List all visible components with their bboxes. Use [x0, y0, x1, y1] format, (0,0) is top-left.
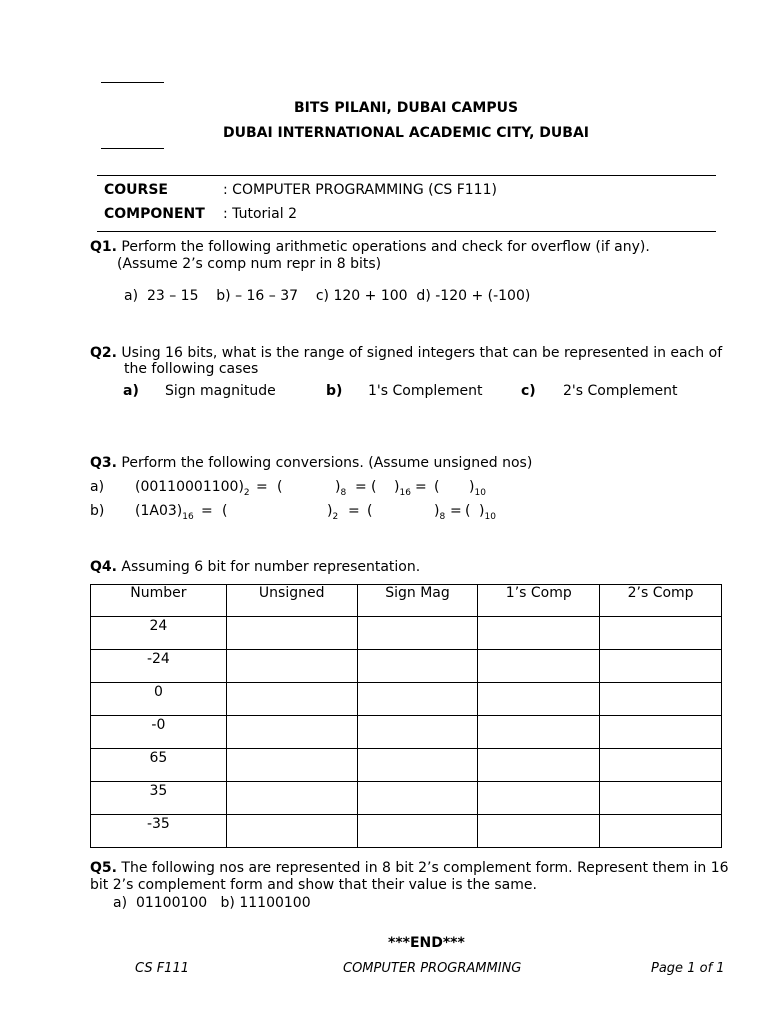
column-header-sign-mag: Sign Mag: [357, 585, 478, 617]
q5-text-continued: bit 2’s complement form and show that their value is the same.: [90, 877, 537, 893]
table-row: [91, 716, 722, 749]
q2-option-c-label: c): [521, 383, 536, 399]
q4-text: Assuming 6 bit for number representation.: [116, 559, 421, 575]
q2-number: Q2.: [90, 345, 117, 361]
q1-parts: a) 23 – 15 b) – 16 – 37 c) 120 + 100 d) -120 + (-100): [124, 288, 531, 304]
q3-b-close3: )$_{10}$: [479, 503, 496, 522]
q2-text-continued: the following cases: [124, 361, 259, 377]
q3-a-binary: (00110001100): [135, 479, 244, 495]
table-row: [91, 683, 722, 716]
q3-b-open2: (: [367, 503, 373, 519]
table-row: [91, 650, 722, 683]
answer-cell: [226, 650, 357, 683]
q5-number: Q5.: [90, 860, 117, 876]
q3-b-close1: )$_2$: [327, 503, 339, 522]
q4-number: Q4.: [90, 559, 117, 575]
q3-b-base-8: 8: [439, 512, 446, 522]
row-number-cell: 0: [91, 683, 227, 716]
q3-a-base-2: 2: [243, 488, 250, 498]
q3-b-hex: (1A03): [135, 503, 183, 519]
q1-question: [90, 239, 650, 255]
q3-a-close3: )$_{10}$: [469, 479, 486, 498]
footer-page-number: Page 1 of 1: [651, 961, 725, 976]
q3-a-open3: (: [434, 479, 440, 495]
answer-cell: [600, 683, 722, 716]
answer-cell: [226, 617, 357, 650]
q3-question: [90, 455, 532, 471]
q1-note: (Assume 2’s comp num repr in 8 bits): [117, 256, 382, 272]
q3-a-base-16: 16: [399, 488, 411, 498]
q3-a-eq2: =: [355, 479, 367, 495]
header-city: DUBAI INTERNATIONAL ACADEMIC CITY, DUBAI: [222, 125, 590, 141]
header-campus: BITS PILANI, DUBAI CAMPUS: [293, 100, 519, 116]
header-short-rule-top: [101, 82, 164, 83]
q3-a-eq1: =: [256, 479, 268, 495]
q1-number: Q1.: [90, 239, 117, 255]
q2-option-c-text: 2's Complement: [563, 383, 678, 399]
table-row: [91, 749, 722, 782]
q3-b-base-10: 10: [484, 512, 496, 522]
row-number-cell: 24: [91, 617, 227, 650]
q2-option-b-label: b): [326, 383, 343, 399]
q3-a-value: [135, 479, 250, 498]
answer-cell: [478, 650, 600, 683]
q3-b-label: b): [90, 503, 105, 519]
row-number-cell: -24: [91, 650, 227, 683]
answer-cell: [478, 815, 600, 848]
answer-cell: [226, 683, 357, 716]
answer-cell: [357, 683, 478, 716]
q3-b-eq3: =: [450, 503, 462, 519]
course-rule-bottom: [97, 231, 716, 232]
q4-question: [90, 559, 420, 575]
answer-cell: [600, 650, 722, 683]
q3-a-close1: )$_8$: [335, 479, 347, 498]
table-row: [91, 617, 722, 650]
q3-b-base-2: 2: [332, 512, 339, 522]
q3-b-close2: )$_8$: [434, 503, 446, 522]
answer-cell: [357, 815, 478, 848]
q3-a-eq3: =: [415, 479, 427, 495]
q2-option-a-text: Sign magnitude: [165, 383, 276, 399]
answer-cell: [226, 782, 357, 815]
column-header-ones-comp: 1’s Comp: [478, 585, 600, 617]
q3-b-open1: (: [222, 503, 228, 519]
q2-question: [90, 345, 722, 361]
answer-cell: [478, 683, 600, 716]
answer-cell: [600, 815, 722, 848]
q3-text: Perform the following conversions. (Assume unsigned nos): [116, 455, 533, 471]
q3-b-base-16: 16: [182, 512, 194, 522]
q3-a-label: a): [90, 479, 105, 495]
answer-cell: [478, 716, 600, 749]
row-number-cell: 35: [91, 782, 227, 815]
answer-cell: [478, 617, 600, 650]
q2-text: Using 16 bits, what is the range of signed integers that can be represented in each of: [116, 345, 723, 361]
course-label: COURSE: [104, 182, 168, 198]
q3-number: Q3.: [90, 455, 117, 471]
number-representation-table: [90, 584, 722, 848]
answer-cell: [357, 617, 478, 650]
answer-cell: [357, 749, 478, 782]
answer-cell: [600, 749, 722, 782]
q3-a-base-10: 10: [474, 488, 486, 498]
q3-a-open1: (: [277, 479, 283, 495]
q5-question: [90, 860, 729, 876]
answer-cell: [226, 749, 357, 782]
answer-cell: [357, 782, 478, 815]
answer-cell: [600, 716, 722, 749]
q5-parts: a) 01100100 b) 11100100: [113, 895, 311, 911]
answer-cell: [600, 617, 722, 650]
answer-cell: [478, 749, 600, 782]
q5-text: The following nos are represented in 8 bit 2’s complement form. Represent them in 16: [116, 860, 729, 876]
course-rule-top: [97, 175, 716, 176]
answer-cell: [357, 650, 478, 683]
row-number-cell: 65: [91, 749, 227, 782]
q3-b-open3: (: [465, 503, 471, 519]
end-marker: ***END***: [388, 935, 465, 951]
answer-cell: [357, 716, 478, 749]
q3-b-value: [135, 503, 194, 522]
q3-b-eq1: =: [201, 503, 213, 519]
q3-a-base-8: 8: [340, 488, 347, 498]
table-header-row: [91, 585, 722, 617]
answer-cell: [600, 782, 722, 815]
q2-option-a-label: a): [123, 383, 139, 399]
q3-a-open2: (: [371, 479, 377, 495]
answer-cell: [226, 815, 357, 848]
q3-b-eq2: =: [348, 503, 360, 519]
footer-course-name: COMPUTER PROGRAMMING: [343, 961, 522, 976]
answer-cell: [226, 716, 357, 749]
q2-option-b-text: 1's Complement: [368, 383, 483, 399]
component-label: COMPONENT: [104, 206, 205, 222]
column-header-twos-comp: 2’s Comp: [600, 585, 722, 617]
answer-cell: [478, 782, 600, 815]
q3-a-close2: )$_{16}$: [394, 479, 411, 498]
course-value: : COMPUTER PROGRAMMING (CS F111): [223, 182, 497, 198]
column-header-number: Number: [91, 585, 227, 617]
table-row: [91, 782, 722, 815]
component-value: : Tutorial 2: [223, 206, 297, 222]
row-number-cell: -35: [91, 815, 227, 848]
q1-text: Perform the following arithmetic operations and check for overflow (if any).: [116, 239, 650, 255]
footer-course-code: CS F111: [135, 961, 189, 976]
column-header-unsigned: Unsigned: [226, 585, 357, 617]
header-short-rule-bottom: [101, 148, 164, 149]
table-row: [91, 815, 722, 848]
row-number-cell: -0: [91, 716, 227, 749]
